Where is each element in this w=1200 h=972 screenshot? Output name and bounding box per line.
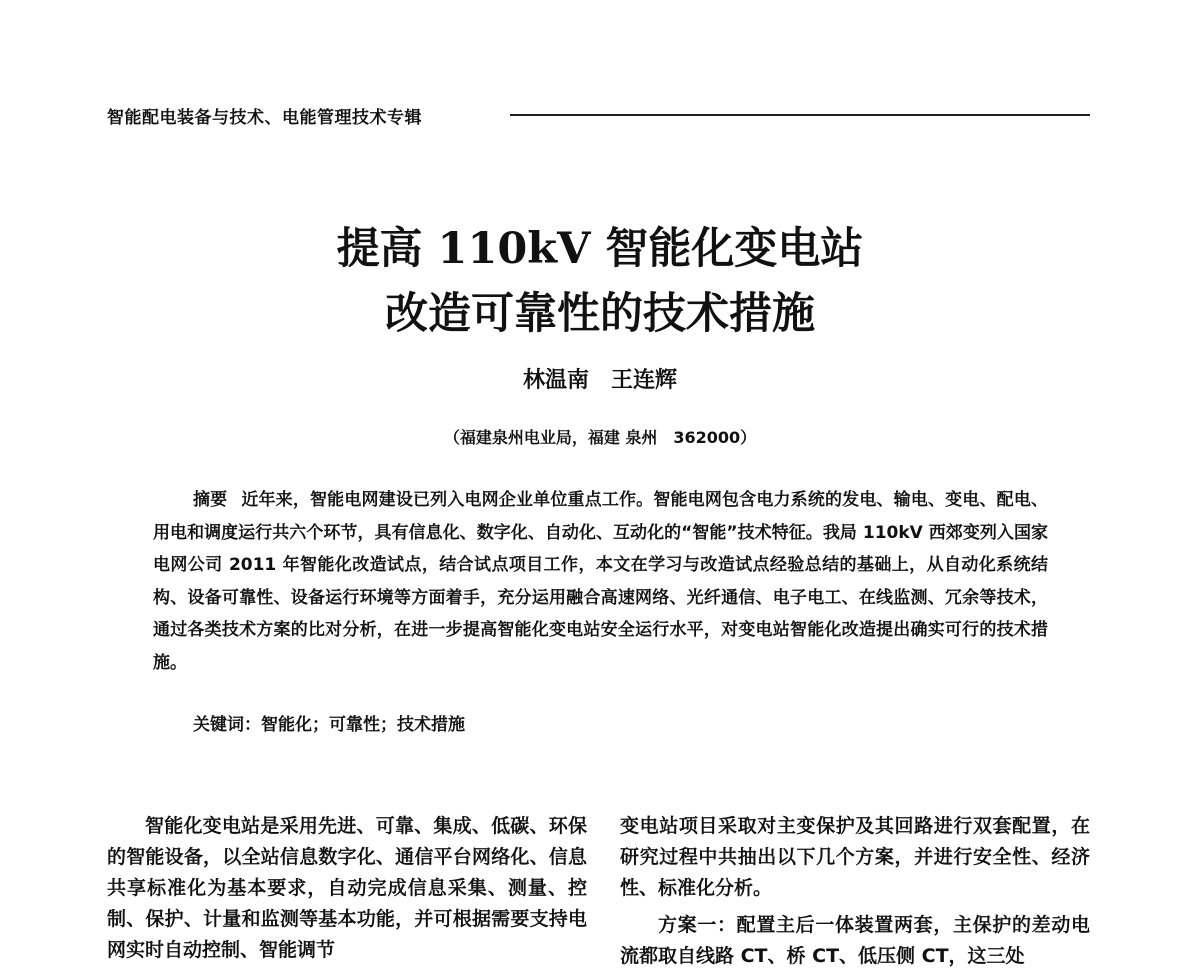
- body-left-column: [107, 811, 587, 966]
- paper-title-line2: 改造可靠性的技术措施: [385, 289, 815, 339]
- body-paragraph: 变电站项目采取对主变保护及其回路进行双套配置，在研究过程中共抽出以下几个方案，并进行安全性、经济性、标准化分析。: [620, 815, 1090, 899]
- journal-section-header: 智能配电装备与技术、电能管理技术专辑: [107, 108, 422, 128]
- abstract-text: 近年来，智能电网建设已列入电网企业单位重点工作。智能电网包含电力系统的发电、输电、变电、配电、用电和调度运行共六个环节，具有信息化、数字化、自动化、互动化的“智能”技术特征。我局 110kV 西郊变列入国家电网公司 2011 年智能化改造试点，结合试点项目工作，本文在学习与改造试点经验总结的基础上，从自动化系统结构、设备可靠性、设备运行环境等方面着手，充分运用融合高速网络、光纤通信、电子电工、在线监测、冗余等技术，通过各类技术方案的比对分析，在进一步提高智能化变电站安全运行水平，对变电站智能化改造提出确实可行的技术措施。: [153, 490, 1049, 673]
- body-right-column: [620, 811, 1090, 972]
- affiliation: （福建泉州电业局，福建 泉州 362000）: [443, 428, 757, 447]
- abstract-label: 摘要: [193, 490, 228, 510]
- body-paragraph: 智能化变电站是采用先进、可靠、集成、低碳、环保的智能设备，以全站信息数字化、通信平台网络化、信息共享标准化为基本要求，自动完成信息采集、测量、控制、保护、计量和监测等基本功能，并可根据需要支持电网实时自动控制、智能调节: [107, 815, 587, 961]
- body-paragraph: 方案一：配置主后一体装置两套，主保护的差动电流都取自线路 CT、桥 CT、低压侧 CT，这三处: [620, 914, 1090, 967]
- abstract: [153, 484, 1048, 679]
- paper-title-line1: 提高 110kV 智能化变电站: [336, 224, 864, 274]
- keywords: [193, 710, 465, 735]
- authors: 林温南 王连辉: [522, 368, 677, 393]
- keywords-label: 关键词：: [193, 715, 261, 735]
- header-rule: [510, 114, 1090, 116]
- keywords-text: 智能化；可靠性；技术措施: [261, 715, 465, 735]
